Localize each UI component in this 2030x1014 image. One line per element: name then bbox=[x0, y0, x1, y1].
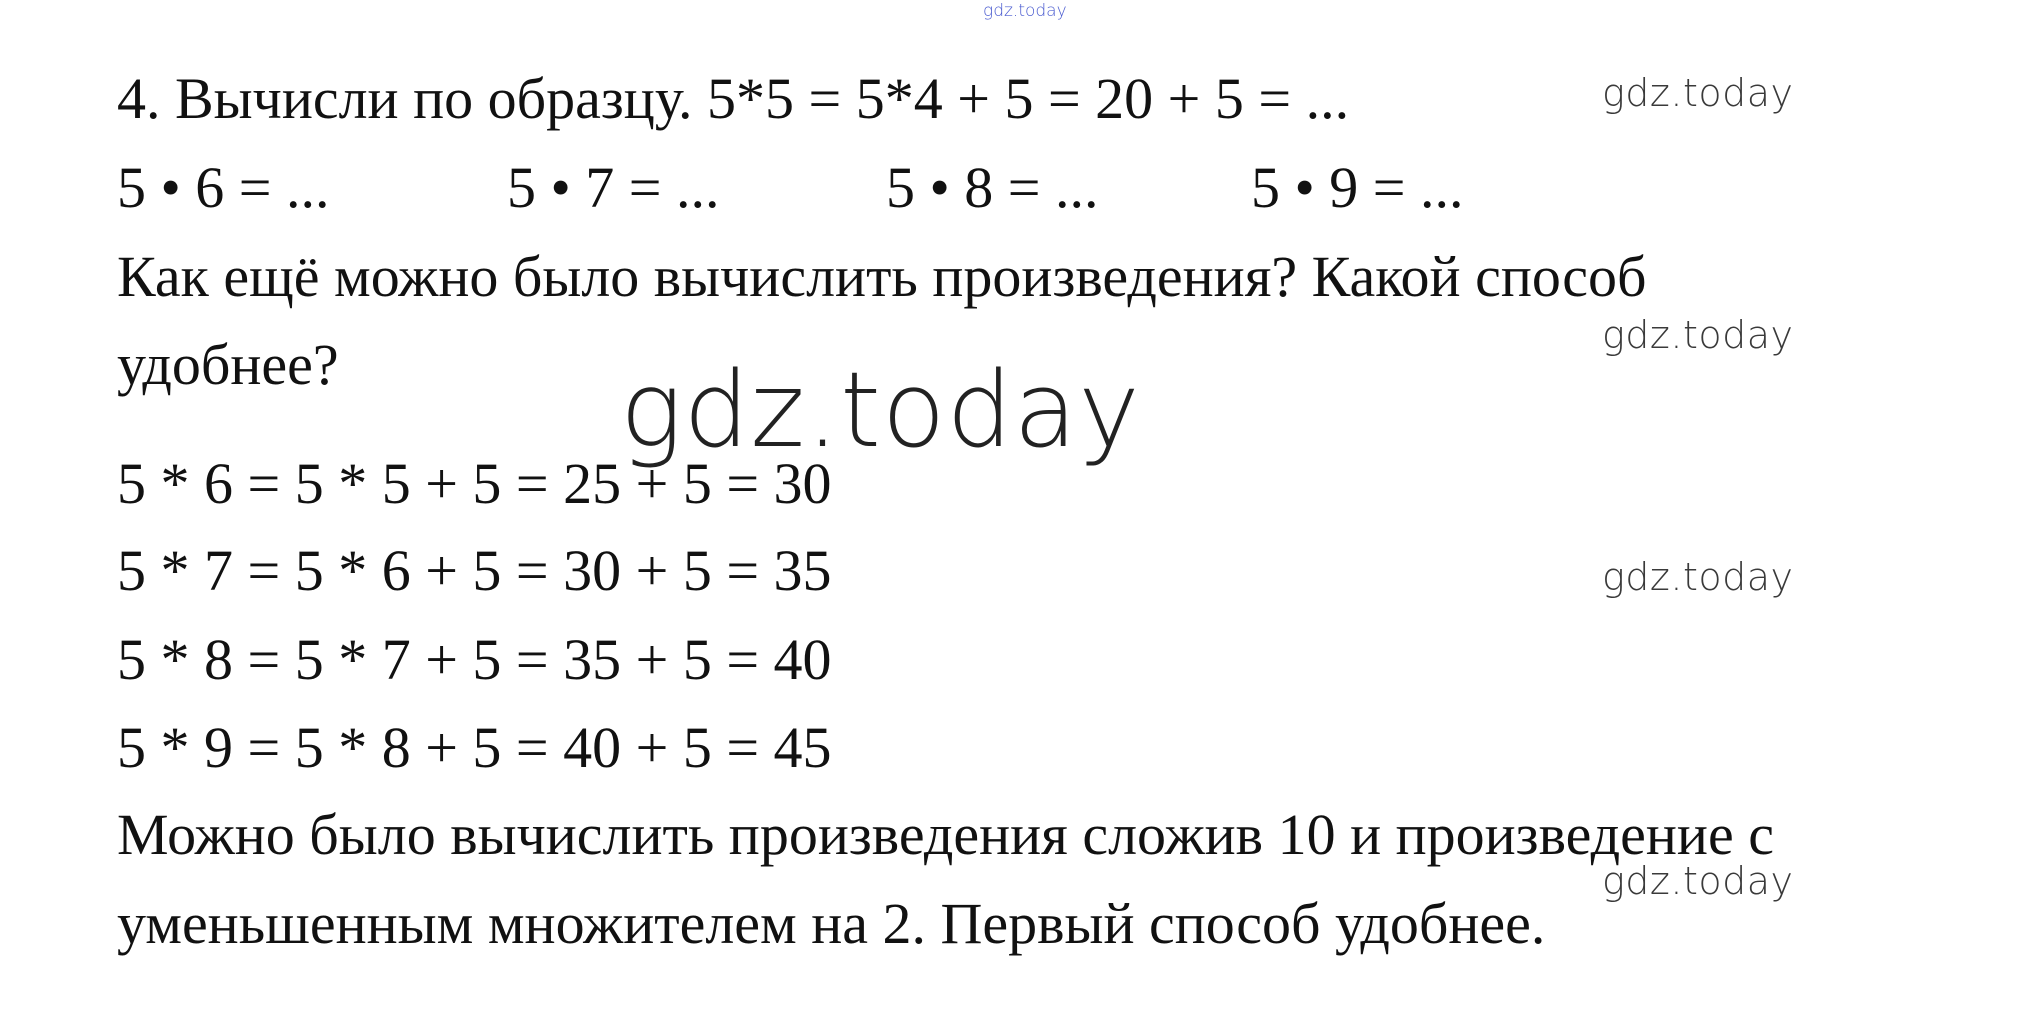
answer-line-1: Можно было вычислить произведения сложив 10 и произведение с bbox=[117, 802, 1774, 867]
example-item: 5 • 7 = ... bbox=[507, 155, 720, 220]
example-item: 5 • 6 = ... bbox=[117, 155, 330, 220]
watermark-side: gdz.today bbox=[1602, 555, 1794, 599]
answer-line-2: уменьшенным множителем на 2. Первый способ удобнее. bbox=[117, 891, 1546, 956]
watermark-top: gdz.today bbox=[983, 1, 1067, 21]
solution-line: 5 * 9 = 5 * 8 + 5 = 40 + 5 = 45 bbox=[117, 715, 832, 780]
task-question-line-2: удобнее? bbox=[117, 332, 339, 397]
example-item: 5 • 8 = ... bbox=[886, 155, 1099, 220]
watermark-main: gdz.today bbox=[620, 349, 1141, 471]
solution-line: 5 * 6 = 5 * 5 + 5 = 25 + 5 = 30 bbox=[117, 451, 832, 516]
watermark-side: gdz.today bbox=[1602, 859, 1794, 903]
watermark-side: gdz.today bbox=[1602, 313, 1794, 357]
example-item: 5 • 9 = ... bbox=[1251, 155, 1464, 220]
task-question-line-1: Как ещё можно было вычислить произведения? Какой способ bbox=[117, 244, 1647, 309]
watermark-side: gdz.today bbox=[1602, 71, 1794, 115]
solution-line: 5 * 7 = 5 * 6 + 5 = 30 + 5 = 35 bbox=[117, 538, 832, 603]
solution-line: 5 * 8 = 5 * 7 + 5 = 35 + 5 = 40 bbox=[117, 627, 832, 692]
task-title: 4. Вычисли по образцу. 5*5 = 5*4 + 5 = 20 + 5 = ... bbox=[117, 66, 1350, 131]
